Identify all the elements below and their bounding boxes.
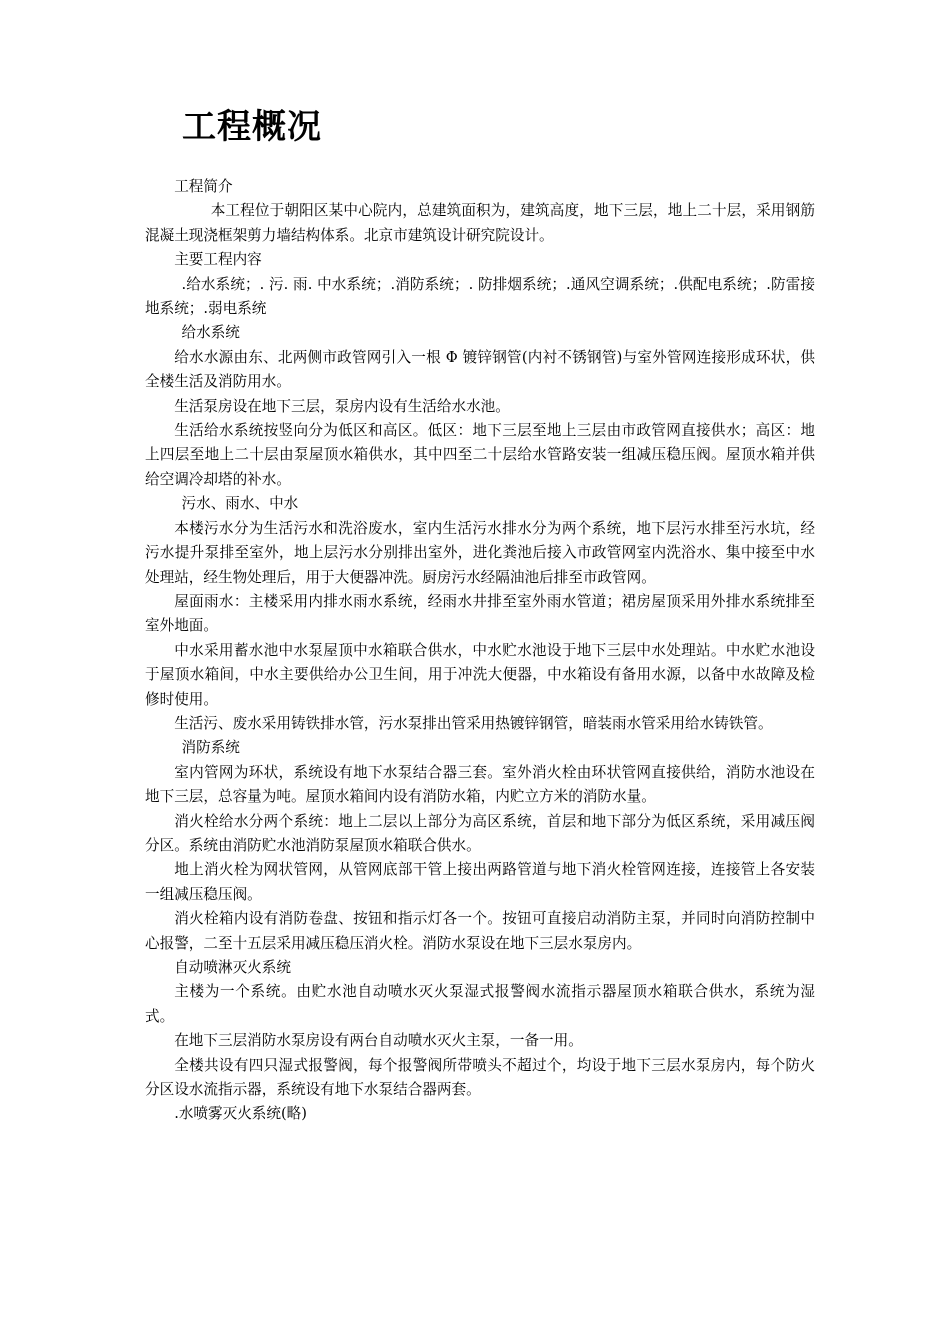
paragraph: 屋面雨水：主楼采用内排水雨水系统，经雨水井排至室外雨水管道；裙房屋顶采用外排水系统排至室外地面。 [145,592,815,635]
paragraph: 给水水源由东、北两侧市政管网引入一根 Φ 镀锌钢管(内衬不锈钢管)与室外管网连接形成环状，供全楼生活及消防用水。 [145,348,815,391]
paragraph: .水喷雾灭火系统(略) [174,1105,307,1123]
paragraph: 消火栓箱内设有消防卷盘、按钮和指示灯各一个。按钮可直接启动消防主泵，并同时向消防控制中心报警，二至十五层采用减压稳压消火栓。消防水泵设在地下三层水泵房内。 [145,910,815,952]
paragraph: 主楼为一个系统。由贮水池自动喷水灭火泵湿式报警阀水流指示器屋顶水箱联合供水，系统为湿式。 [145,983,815,1025]
paragraph: 生活污、废水采用铸铁排水管，污水泵排出管采用热镀锌钢管，暗装雨水管采用给水铸铁管。 [174,714,773,732]
paragraph: 在地下三层消防水泵房设有两台自动喷水灭火主泵，一备一用。 [174,1032,583,1050]
paragraph: 生活泵房设在地下三层，泵房内设有生活给水水池。 [174,397,510,415]
paragraph: 中水采用蓄水池中水泵屋顶中水箱联合供水，中水贮水池设于地下三层中水处理站。中水贮水池设于屋顶水箱间，中水主要供给办公卫生间，用于冲洗大便器，中水箱设有备用水源，以备中水故障及检修时使用。 [145,641,815,708]
paragraph: 工程简介 [174,178,233,195]
document-body [145,175,815,1127]
paragraph: 消火栓给水分两个系统：地上二层以上部分为高区系统，首层和地下部分为低区系统，采用减压阀分区。系统由消防贮水池消防泵屋顶水箱联合供水。 [145,812,815,854]
paragraph: 给水系统 [181,324,240,342]
paragraph: .给水系统；. 污. 雨. 中水系统；.消防系统；. 防排烟系统；.通风空调系统；.供配电系统；.防雷接地系统；.弱电系统 [145,275,815,318]
paragraph: 自动喷淋灭火系统 [174,959,291,976]
paragraph: 主要工程内容 [174,251,262,269]
paragraph: 污水、雨水、中水 [181,495,299,513]
paragraph: 室内管网为环状，系统设有地下水泵结合器三套。室外消火栓由环状管网直接供给，消防水池设在地下三层，总容量为吨。屋顶水箱间内设有消防水箱，内贮立方米的消防水量。 [145,763,815,806]
paragraph: 本楼污水分为生活污水和洗浴废水，室内生活污水排水分为两个系统，地下层污水排至污水坑，经污水提升泵排至室外，地上层污水分别排出室外，进化粪池后接入市政管网室内洗浴水、集中接至中水处理站，经生物处理后，用于大便器冲洗。厨房污水经隔油池后排至市政管网。 [145,519,815,586]
page-title: 工程概况 [182,107,322,147]
paragraph: 生活给水系统按竖向分为低区和高区。低区：地下三层至地上三层由市政管网直接供水；高区：地上四层至地上二十层由泵屋顶水箱供水，其中四至二十层给水管路安装一组减压稳压阀。屋顶水箱并供给空调冷却塔的补水。 [145,422,815,488]
paragraph: 地上消火栓为网状管网，从管网底部干管上接出两路管道与地下消火栓管网连接，连接管上各安装一组减压稳压阀。 [145,861,815,903]
paragraph: 消防系统 [181,739,240,757]
paragraph: 本工程位于朝阳区某中心院内，总建筑面积为，建筑高度，地下三层，地上二十层，采用钢筋混凝土现浇框架剪力墙结构体系。北京市建筑设计研究院设计。 [145,202,815,244]
paragraph: 全楼共设有四只湿式报警阀，每个报警阀所带喷头不超过个，均设于地下三层水泵房内，每个防火分区设水流指示器，系统设有地下水泵结合器两套。 [145,1056,815,1099]
